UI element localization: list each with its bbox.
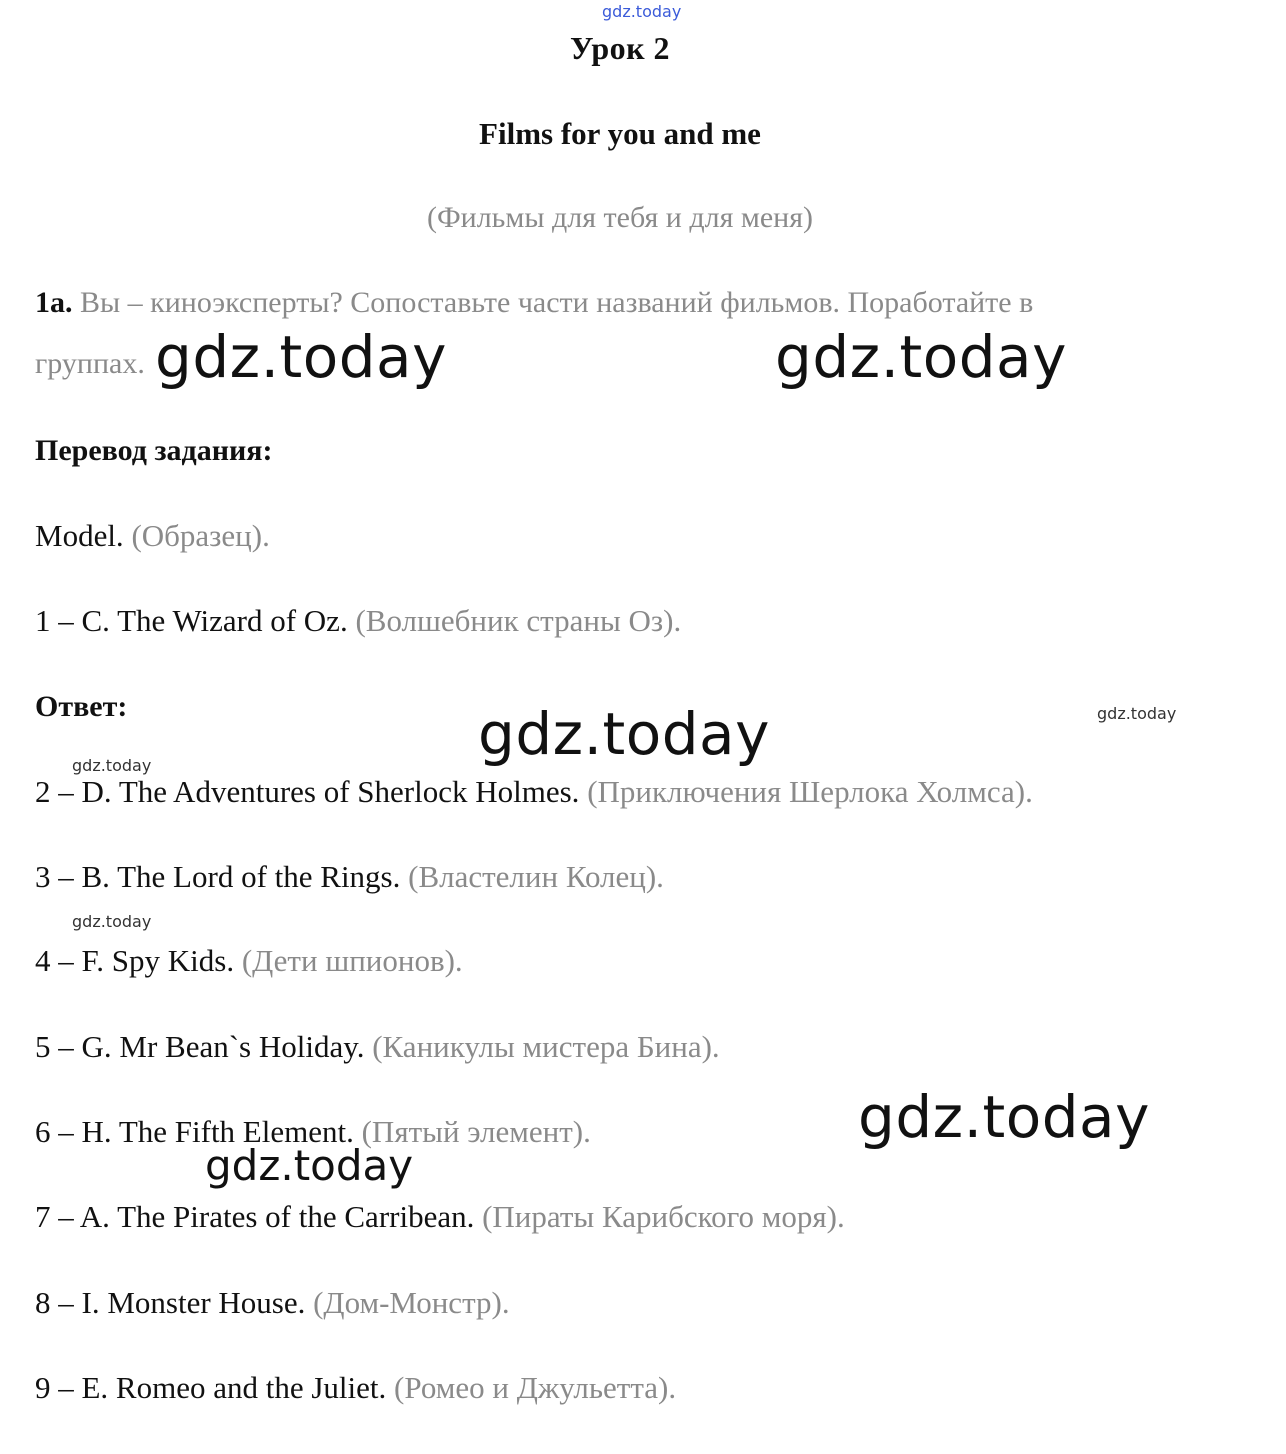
topic-title: Films for you and me (479, 116, 761, 151)
watermark: gdz.today (205, 1141, 414, 1190)
translation-heading: Перевод задания: (35, 434, 273, 467)
answer-en: 7 – A. The Pirates of the Carribean. (35, 1199, 475, 1234)
example-en: 1 – C. The Wizard of Oz. (35, 603, 348, 638)
model-en: Model. (35, 518, 124, 553)
header-watermark: gdz.today (602, 2, 682, 21)
answer-ru: (Властелин Колец). (408, 859, 664, 894)
answer-row (35, 774, 1033, 810)
task-text-line1 (35, 286, 1033, 320)
answer-en: 3 – B. The Lord of the Rings. (35, 859, 401, 894)
watermark: gdz.today (478, 700, 770, 768)
watermark: gdz.today (858, 1083, 1150, 1151)
watermark: gdz.today (775, 323, 1067, 391)
answer-ru: (Приключения Шерлока Холмса). (587, 774, 1033, 809)
answer-ru: (Дом-Монстр). (313, 1285, 510, 1320)
answer-heading: Ответ: (35, 690, 128, 723)
watermark: gdz.today (1097, 704, 1177, 723)
topic-translation: (Фильмы для тебя и для меня) (426, 201, 814, 234)
watermark: gdz.today (155, 323, 447, 391)
example-ru: (Волшебник страны Оз). (355, 603, 682, 638)
answer-en: 8 – I. Monster House. (35, 1285, 306, 1320)
example-line (35, 603, 681, 639)
model-ru: (Образец). (131, 518, 270, 553)
answer-ru: (Пираты Карибского моря). (482, 1199, 845, 1234)
answer-row (35, 1199, 845, 1235)
watermark: gdz.today (72, 912, 152, 931)
watermark: gdz.today (72, 756, 152, 775)
task-text: Вы – киноэксперты? Сопоставьте части названий фильмов. Поработайте в (80, 286, 1034, 319)
answer-en: 2 – D. The Adventures of Sherlock Holmes. (35, 774, 580, 809)
lesson-title: Урок 2 (569, 30, 671, 66)
answer-en: 5 – G. Mr Bean`s Holiday. (35, 1029, 365, 1064)
answer-ru: (Дети шпионов). (241, 943, 463, 978)
answer-en: 4 – F. Spy Kids. (35, 943, 235, 978)
answer-ru: (Ромео и Джульетта). (394, 1370, 677, 1405)
task-number: 1a. (35, 286, 73, 319)
answer-row (35, 1029, 720, 1065)
answer-row (35, 943, 463, 979)
answer-row (35, 859, 664, 895)
answer-ru: (Пятый элемент). (361, 1114, 591, 1149)
answer-row (35, 1285, 510, 1321)
task-text-line2: группах. (35, 347, 145, 380)
answer-ru: (Каникулы мистера Бина). (372, 1029, 720, 1064)
answer-en: 9 – E. Romeo and the Juliet. (35, 1370, 387, 1405)
model-line (35, 518, 270, 554)
answer-row (35, 1370, 676, 1406)
answer-en: 6 – H. The Fifth Element. (35, 1114, 354, 1149)
